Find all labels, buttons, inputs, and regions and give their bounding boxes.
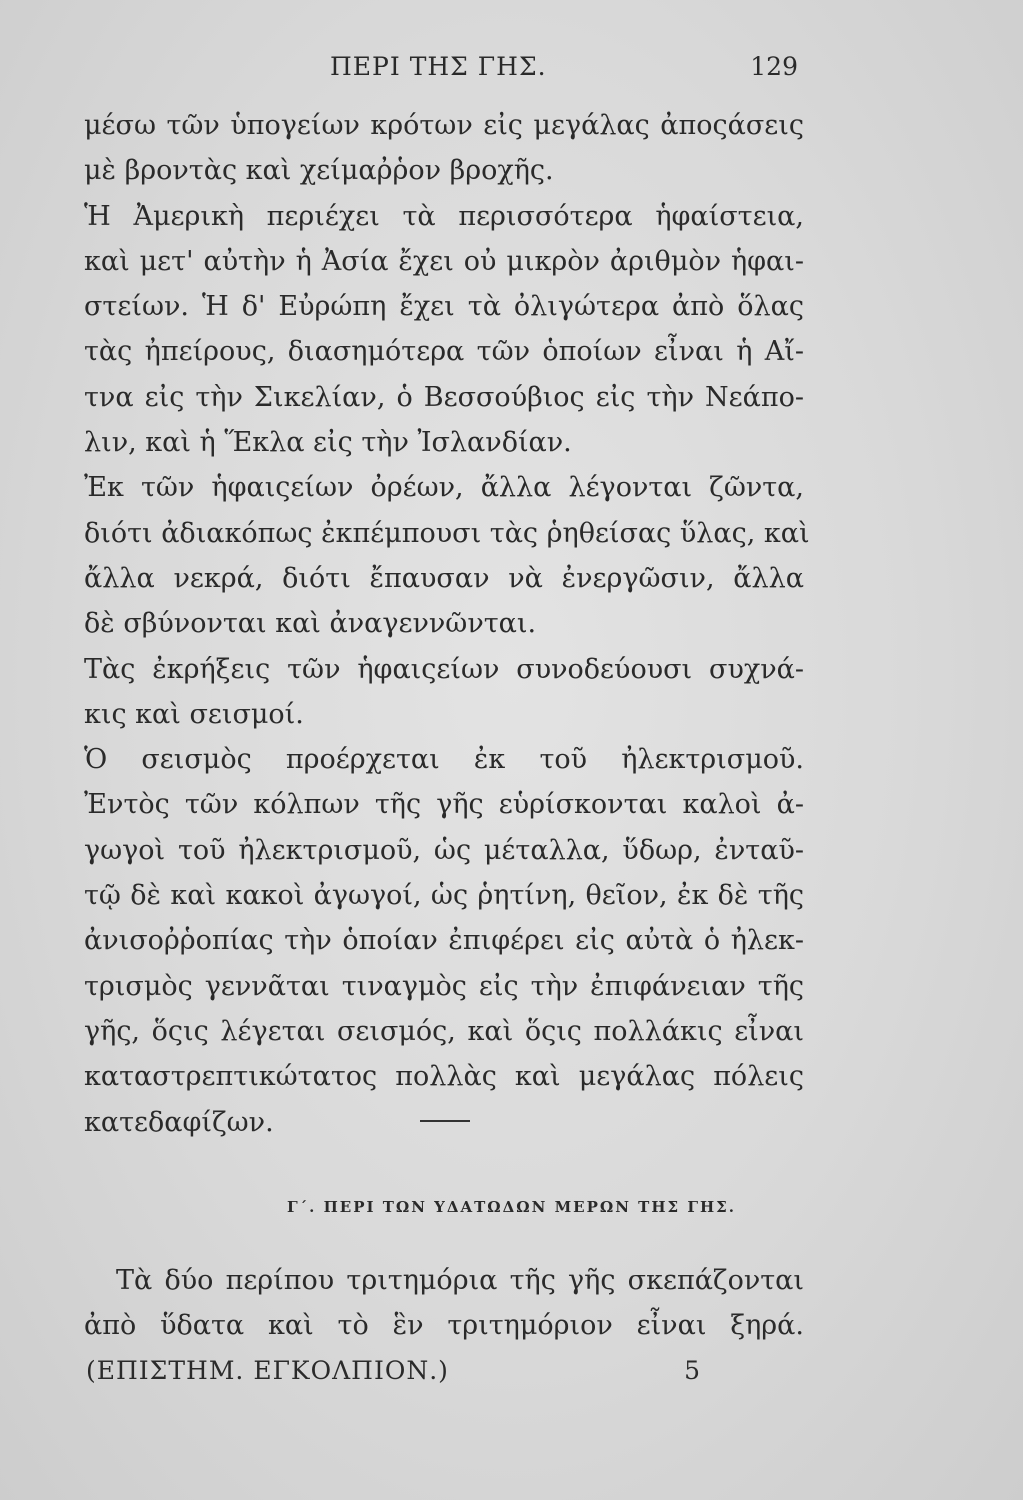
text-line: γωγοὶ τοῦ ἠλεκτρισμοῦ, ὡς μέταλλα, ὕδωρ, ἐνταῦ- [84,834,804,866]
section-heading: Γ΄. ΠΕΡΙ ΤΩΝ ΥΔΑΤΩΔΩΝ ΜΕΡΩΝ ΤΗΣ ΓΗΣ. [287,1198,736,1216]
text-line: Ὁ σεισμὸς προέρχεται ἐκ τοῦ ἠλεκτρισμοῦ. [84,744,804,776]
text-line: μέσω τῶν ὑπογείων κρότων εἰς μεγάλας ἀποςάσεις [84,110,804,141]
signature-mark: 5 [684,1356,700,1385]
page-footer [0,1356,1023,1396]
footer-title: (ΕΠΙΣΤΗΜ. ΕΓΚΟΛΠΙΟΝ.) [86,1356,449,1385]
text-line: Τὰς ἐκρήξεις τῶν ἡφαιςείων συνοδεύουσι συχνά- [84,653,804,685]
text-line: ἄλλα νεκρά, διότι ἔπαυσαν νὰ ἐνεργῶσιν, ἄλλα [84,562,804,594]
text-line: γῆς, ὅςις λέγεται σεισμός, καὶ ὅςις πολλάκις εἶναι [84,1015,804,1047]
text-line: Ἐντὸς τῶν κόλπων τῆς γῆς εὑρίσκονται καλοὶ ἀ- [84,789,804,821]
text-line: δὲ σβύνονται καὶ ἀναγεννῶνται. [84,608,537,640]
text-line: μὲ βροντὰς καὶ χείμαῤῥον βροχῆς. [84,155,554,187]
section-separator [420,1120,470,1122]
text-line: στείων. Ἡ δ' Εὐρώπη ἔχει τὰ ὀλιγώτερα ἀπὸ ὅλας [84,291,804,323]
text-line: διότι ἀδιακόπως ἐκπέμπουσι τὰς ῥηθείσας ὕλας, καὶ [84,517,810,549]
text-line: καὶ μετ' αὐτὴν ἡ Ἀσία ἔχει οὐ μικρὸν ἀριθμὸν ἡφαι- [84,245,804,277]
text-line: λιν, καὶ ἡ Ἕκλα εἰς τὴν Ἰσλανδίαν. [84,427,572,459]
text-line: τνα εἰς τὴν Σικελίαν, ὁ Βεσσούβιος εἰς τὴν Νεάπο- [84,381,804,413]
text-line: τῷ δὲ καὶ κακοὶ ἀγωγοί, ὡς ῥητίνη, θεῖον, ἐκ δὲ τῆς [84,880,804,912]
text-line: κις καὶ σεισμοί. [84,698,304,730]
text-line: τρισμὸς γεννᾶται τιναγμὸς εἰς τὴν ἐπιφάνειαν τῆς [84,970,804,1002]
text-line: τὰς ἠπείρους, διασημότερα τῶν ὁποίων εἶναι ἡ Αἴ- [84,336,804,368]
body-text [84,103,810,1145]
page-number: 129 [750,52,798,81]
text-line: Ἐκ τῶν ἡφαιςείων ὀρέων, ἄλλα λέγονται ζῶντα, [84,472,804,504]
text-line: Ἡ Ἀμερικὴ περιέχει τὰ περισσότερα ἡφαίστεια, [84,200,804,232]
running-title: ΠΕΡΙ ΤΗΣ ΓΗΣ. [330,52,547,81]
text-line: καταστρεπτικώτατος πολλὰς καὶ μεγάλας πόλεις [84,1061,804,1093]
text-line: ἀνισοῤῥοπίας τὴν ὁποίαν ἐπιφέρει εἰς αὐτὰ ὁ ἠλεκ- [84,925,804,957]
text-line: Τὰ δύο περίπου τριτημόρια τῆς γῆς σκεπάζονται [116,1265,804,1296]
running-head [0,52,1023,92]
text-line: κατεδαφίζων. [84,1106,274,1138]
section-text [84,1258,804,1349]
text-line: ἀπὸ ὕδατα καὶ τὸ ἓν τριτημόριον εἶναι ξηρά. [84,1310,804,1342]
